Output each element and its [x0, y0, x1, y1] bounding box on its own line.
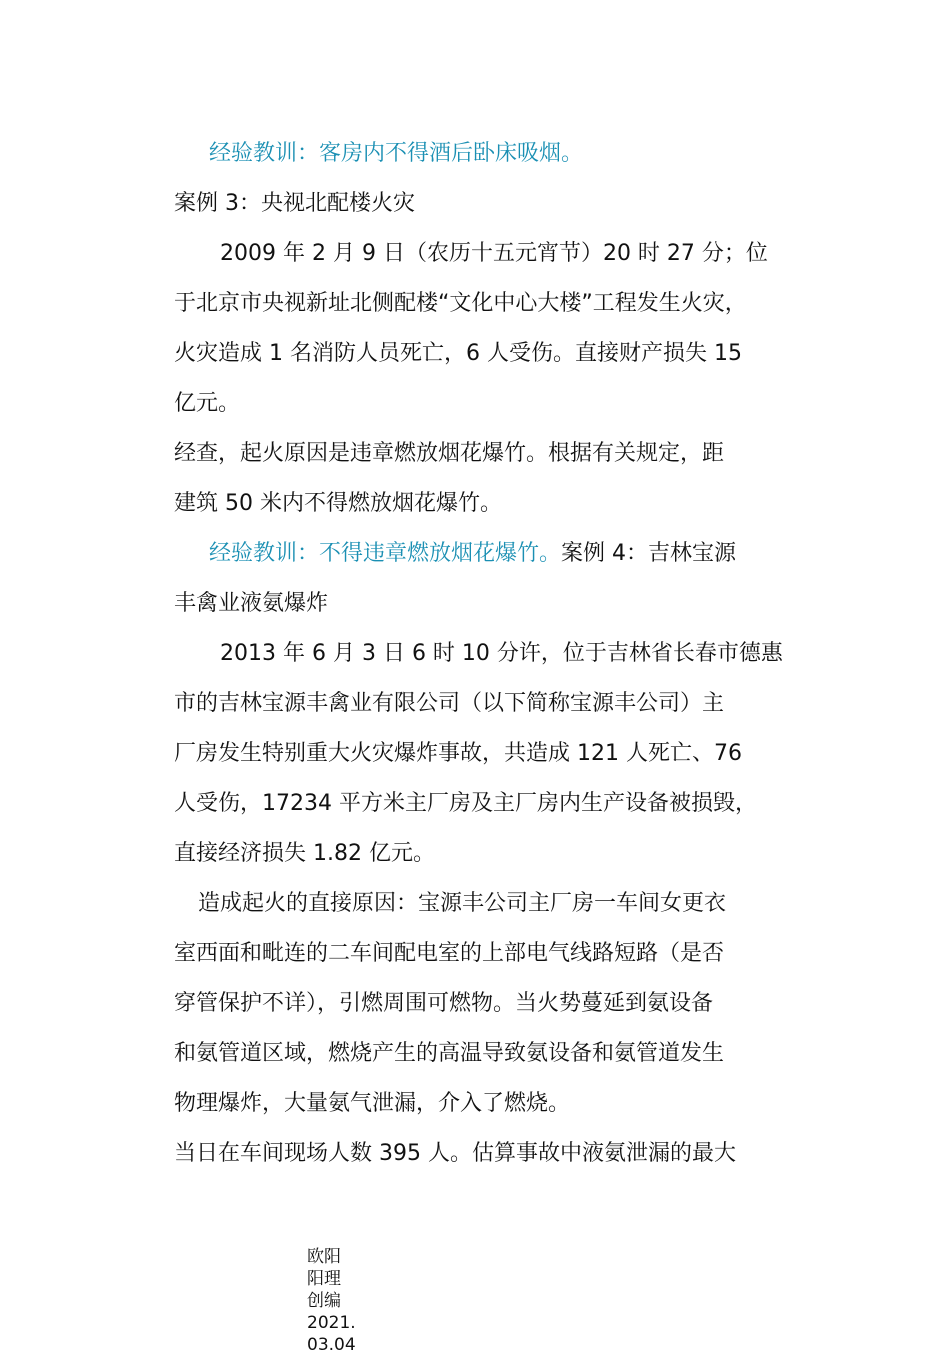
paragraph-line — [198, 889, 726, 919]
paragraph-line — [174, 739, 742, 769]
paragraph-text: 建筑 50 米内不得燃放烟花爆竹。 — [174, 491, 502, 516]
paragraph-line — [174, 489, 502, 519]
paragraph-line — [174, 339, 742, 369]
paragraph-text: 经查，起火原因是违章燃放烟花爆竹。根据有关规定，距 — [174, 441, 725, 466]
paragraph-line — [174, 839, 435, 869]
case-4-heading-cont — [174, 589, 328, 619]
paragraph-text: 2009 年 2 月 9 日（农历十五元宵节）20 时 27 分；位 — [220, 241, 768, 266]
footer-line: 2021. — [307, 1313, 356, 1333]
paragraph-text: 人受伤，17234 平方米主厂房及主厂房内生产设备被损毁， — [174, 791, 757, 816]
footer-line: 阳理 — [307, 1269, 341, 1289]
lesson-text: 经验教训：不得违章燃放烟花爆竹。 — [209, 541, 562, 566]
lesson-line-2 — [209, 539, 736, 569]
paragraph-line — [174, 689, 724, 719]
paragraph-text: 和氨管道区域，燃烧产生的高温导致氨设备和氨管道发生 — [174, 1041, 725, 1066]
paragraph-text: 直接经济损失 1.82 亿元。 — [174, 841, 435, 866]
paragraph-text: 亿元。 — [174, 391, 241, 416]
paragraph-text: 室西面和毗连的二车间配电室的上部电气线路短路（是否 — [174, 941, 725, 966]
paragraph-text: 市的吉林宝源丰禽业有限公司（以下简称宝源丰公司）主 — [174, 691, 725, 716]
lesson-text: 经验教训：客房内不得酒后卧床吸烟。 — [209, 141, 584, 166]
lesson-line-1 — [209, 139, 583, 169]
paragraph-line — [174, 439, 724, 469]
paragraph-line — [174, 939, 724, 969]
paragraph-text: 厂房发生特别重大火灾爆炸事故，共造成 121 人死亡、76 — [174, 741, 742, 766]
paragraph-line — [220, 239, 768, 269]
paragraph-text: 2013 年 6 月 3 日 6 时 10 分许，位于吉林省长春市德惠 — [220, 641, 783, 666]
footer-line: 创编 — [307, 1291, 341, 1311]
footer-line: 欧阳 — [307, 1247, 341, 1267]
paragraph-text: 物理爆炸，大量氨气泄漏，介入了燃烧。 — [174, 1091, 571, 1116]
paragraph-line — [174, 389, 240, 419]
paragraph-line — [174, 1139, 736, 1169]
case-3-heading — [174, 189, 415, 219]
paragraph-text: 穿管保护不详），引燃周围可燃物。当火势蔓延到氨设备 — [174, 991, 714, 1016]
author-footer — [307, 1246, 367, 1356]
paragraph-line — [174, 1039, 724, 1069]
paragraph-line — [220, 639, 783, 669]
paragraph-text: 于北京市央视新址北侧配楼“文化中心大楼”工程发生火灾， — [174, 291, 747, 316]
paragraph-line — [174, 989, 713, 1019]
paragraph-text: 火灾造成 1 名消防人员死亡，6 人受伤。直接财产损失 15 — [174, 341, 742, 366]
case-heading-text: 案例 3：央视北配楼火灾 — [174, 191, 415, 216]
paragraph-line — [174, 1089, 570, 1119]
case-heading-text: 丰禽业液氨爆炸 — [174, 591, 329, 616]
paragraph-line — [174, 289, 747, 319]
footer-line: 03.04 — [307, 1335, 356, 1355]
case-4-heading-text: 案例 4：吉林宝源 — [561, 541, 737, 566]
paragraph-line — [174, 789, 757, 819]
paragraph-text: 当日在车间现场人数 395 人。估算事故中液氨泄漏的最大 — [174, 1141, 736, 1166]
paragraph-text: 造成起火的直接原因：宝源丰公司主厂房一车间女更衣 — [198, 891, 727, 916]
